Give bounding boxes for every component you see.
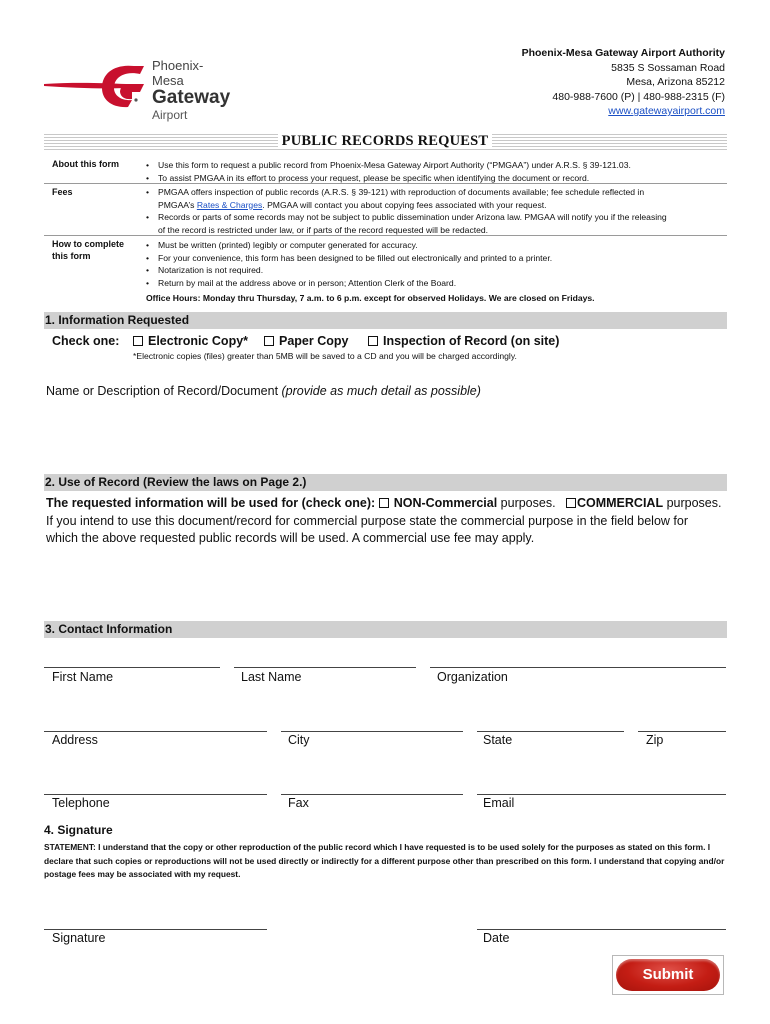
electronic-copy-option[interactable]: Electronic Copy* xyxy=(133,333,248,349)
first-name-label: First Name xyxy=(52,670,114,684)
signature-statement: STATEMENT: I understand that the copy or other reproduction of the public record which I have requested is to be used solely for the purposes as stated on this form. I declare that such copies or reproductions will not be used directly or indirectly for a different purpose other than prescribed on this form. I understand that copying and/or postage fees may be associated with my request. xyxy=(44,842,725,879)
telephone-field[interactable] xyxy=(44,794,267,795)
state-field[interactable] xyxy=(477,731,624,732)
logo-line2: Gateway xyxy=(152,87,231,108)
paper-copy-checkbox[interactable] xyxy=(264,336,274,346)
how-label: How to complete this form xyxy=(52,239,125,261)
paper-copy-option[interactable]: Paper Copy xyxy=(264,333,348,349)
zip-field[interactable] xyxy=(638,731,726,732)
record-description-field[interactable] xyxy=(44,402,727,468)
submit-button-label: Submit xyxy=(616,959,720,991)
list-item: • Notarization is not required. xyxy=(144,264,724,277)
zip-label: Zip xyxy=(646,733,664,747)
list-item: • PMGAA offers inspection of public records (A.R.S. § 39-121) with reproduction of documents available; fee schedule reflected in PMGAA’s Rates & Charges. PMGAA will contact you about copying fees associated with your request. xyxy=(144,186,724,211)
airport-swoosh-icon xyxy=(44,58,154,110)
fees-label: Fees xyxy=(52,187,73,197)
telephone-label: Telephone xyxy=(52,796,110,810)
section-information-requested: 1. Information Requested xyxy=(44,312,727,329)
fax-field[interactable] xyxy=(281,794,463,795)
commercial-checkbox[interactable] xyxy=(566,498,576,508)
noncommercial-checkbox[interactable] xyxy=(379,498,389,508)
list-item: • Records or parts of some records may not be subject to public dissemination under Arizona law. PMGAA will notify you if the releasing of the record is restricted under law, or if parts of the record requested will be redacted. xyxy=(144,211,724,236)
about-list xyxy=(144,159,724,184)
submit-button[interactable] xyxy=(612,955,724,995)
commercial-label: COMMERCIAL xyxy=(576,496,664,510)
state-label: State xyxy=(483,733,513,747)
list-item: • For your convenience, this form has been designed to be filled out electronically and printed to a printer. xyxy=(144,252,724,265)
office-hours: Office Hours: Monday thru Thursday, 7 a.m. to 6 p.m. except for observed Holidays. We are closed on Fridays. xyxy=(146,293,595,303)
commercial-note-1: If you intend to use this document/record for commercial purpose state the commercial purpose in the field below for xyxy=(46,514,688,528)
signature-label: Signature xyxy=(52,931,106,945)
last-name-label: Last Name xyxy=(241,670,302,684)
organization-label: Organization xyxy=(437,670,508,684)
organization-field[interactable] xyxy=(430,667,726,668)
gateway-airport-logo xyxy=(44,58,234,122)
date-label: Date xyxy=(483,931,510,945)
date-field[interactable] xyxy=(477,929,726,930)
electronic-copy-checkbox[interactable] xyxy=(133,336,143,346)
section-use-of-record: 2. Use of Record (Review the laws on Page 2.) xyxy=(44,474,727,491)
logo-line1: Phoenix-Mesa xyxy=(152,58,204,88)
email-field[interactable] xyxy=(477,794,726,795)
section-contact-information: 3. Contact Information xyxy=(44,621,727,638)
list-item: • To assist PMGAA in its effort to process your request, please be specific when identifying the document or record. xyxy=(144,172,724,185)
how-list xyxy=(144,239,724,290)
org-address2: Mesa, Arizona 85212 xyxy=(626,76,725,88)
city-label: City xyxy=(288,733,310,747)
email-label: Email xyxy=(483,796,515,810)
org-website-link[interactable]: www.gatewayairport.com xyxy=(608,105,725,117)
logo-line3: Airport xyxy=(152,108,188,122)
city-field[interactable] xyxy=(281,731,463,732)
intro-about-row xyxy=(44,156,727,184)
inspection-option[interactable]: Inspection of Record (on site) xyxy=(368,333,559,349)
record-description-label: Name or Description of Record/Document (provide as much detail as possible) xyxy=(46,384,481,398)
org-phone: 480-988-7600 (P) | 480-988-2315 (F) xyxy=(552,90,725,103)
commercial-note-2: which the above requested public records will be used. A commercial use fee may apply. xyxy=(46,531,535,545)
noncommercial-label: NON-Commercial xyxy=(393,496,498,510)
org-name: Phoenix-Mesa Gateway Airport Authority xyxy=(521,47,725,59)
commercial-purpose-field[interactable] xyxy=(44,550,727,614)
check-one-label: Check one: xyxy=(52,334,120,348)
inspection-checkbox[interactable] xyxy=(368,336,378,346)
list-item: • Use this form to request a public record from Phoenix-Mesa Gateway Airport Authority (“PMGAA”) under A.R.S. § 39-121.03. xyxy=(144,159,724,172)
rates-charges-link[interactable]: Rates & Charges xyxy=(196,199,263,210)
electronic-copy-note: *Electronic copies (files) greater than 5MB will be saved to a CD and you will be charged accordingly. xyxy=(133,351,517,361)
fax-label: Fax xyxy=(288,796,309,810)
org-contact-block xyxy=(522,46,725,119)
address-field[interactable] xyxy=(44,731,267,732)
address-label: Address xyxy=(52,733,98,747)
about-label: About this form xyxy=(52,159,119,169)
fees-list xyxy=(144,186,724,237)
page-title: PUBLIC RECORDS REQUEST xyxy=(0,133,770,150)
org-address1: 5835 S Sossaman Road xyxy=(611,61,725,74)
intro-fees-row xyxy=(44,184,727,236)
signature-field[interactable] xyxy=(44,929,267,930)
list-item: • Return by mail at the address above or in person; Attention Clerk of the Board. xyxy=(144,277,724,290)
list-item: • Must be written (printed) legibly or computer generated for accuracy. xyxy=(144,239,724,252)
section-signature: 4. Signature xyxy=(44,823,113,837)
first-name-field[interactable] xyxy=(44,667,220,668)
last-name-field[interactable] xyxy=(234,667,416,668)
use-purpose-row: The requested information will be used for (check one): NON-Commercial purposes. COMMERCIAL purposes. xyxy=(46,496,722,510)
